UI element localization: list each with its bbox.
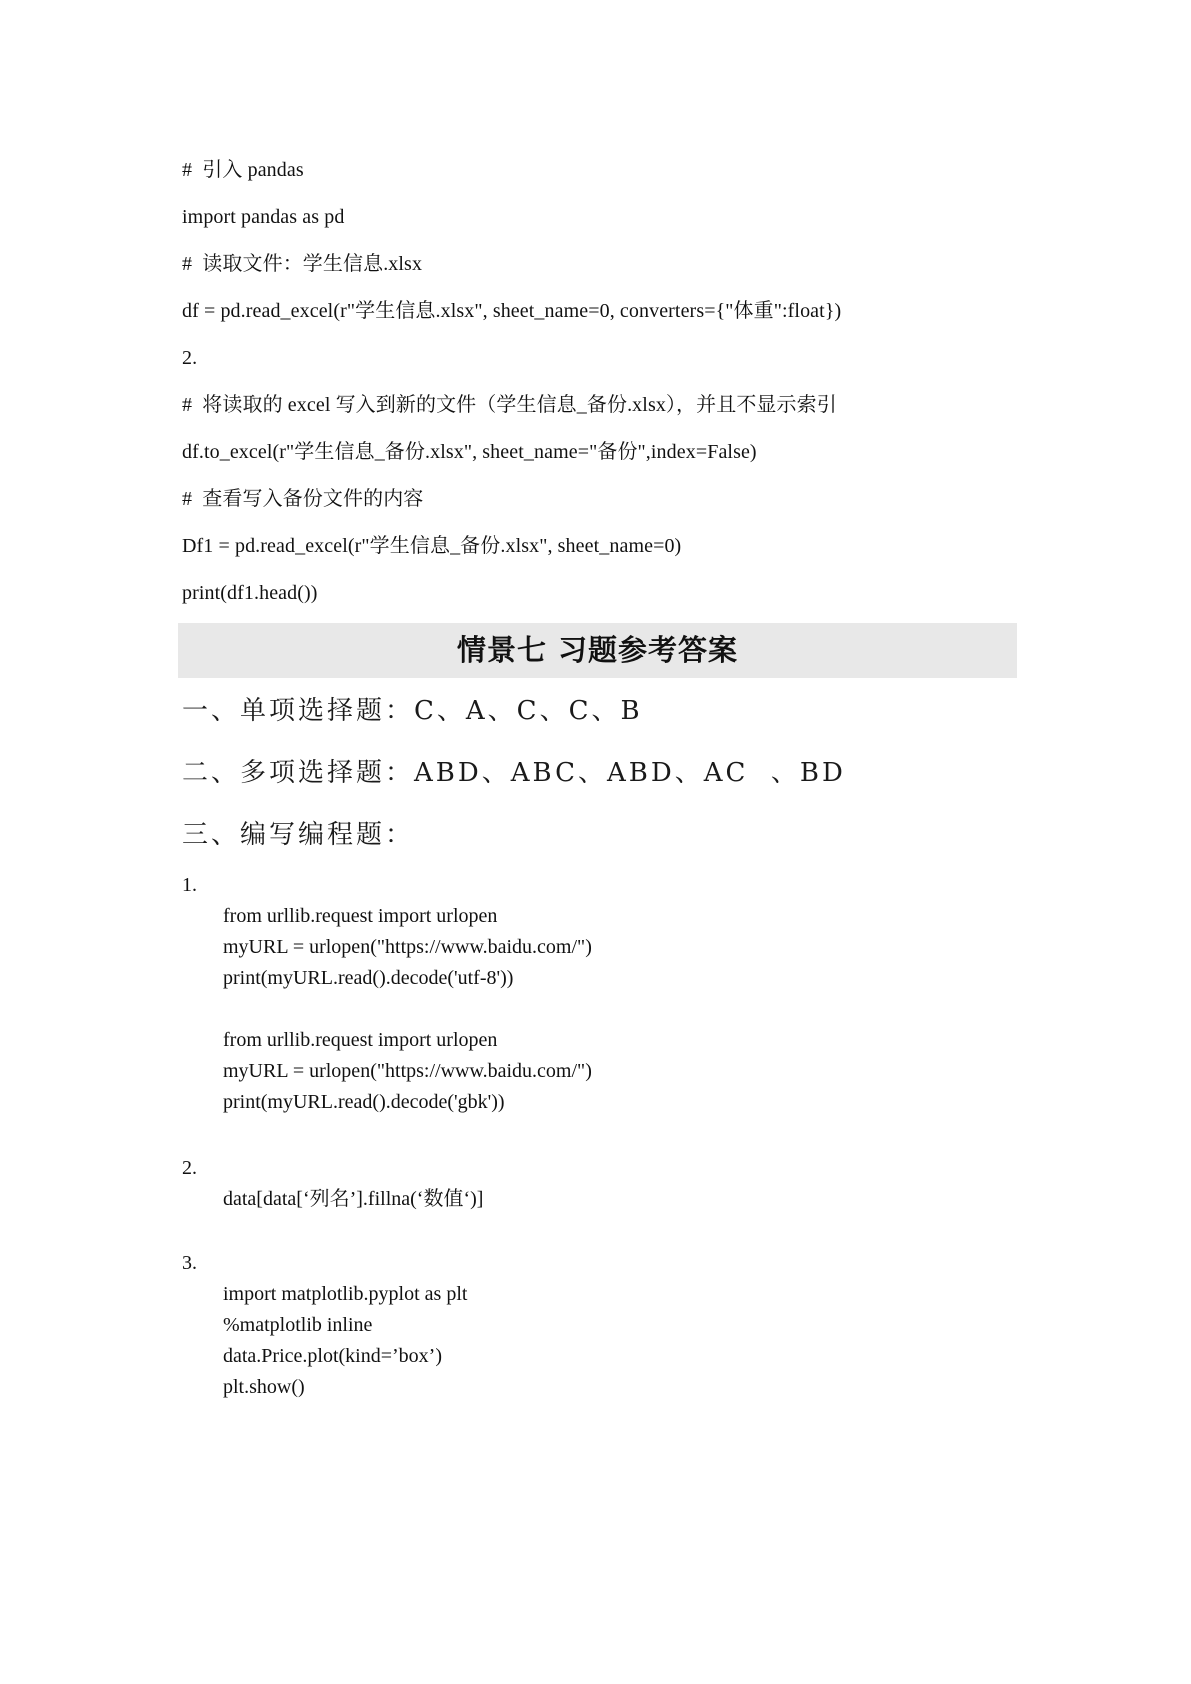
code-to-excel: df.to_excel(r"学生信息_备份.xlsx", sheet_name="备份",index=False): [182, 441, 757, 463]
code-comment-view-backup: # 查看写入备份文件的内容: [182, 488, 424, 510]
code-comment-import-pandas: # 引入 pandas: [182, 159, 304, 181]
q1-code-line: myURL = urlopen("https://www.baidu.com/"): [223, 1060, 592, 1082]
programming-heading: 三、编写编程题：: [182, 820, 415, 850]
q1-code-line: myURL = urlopen("https://www.baidu.com/"): [223, 936, 592, 958]
q3-code-line: import matplotlib.pyplot as plt: [223, 1283, 468, 1305]
code-print-head: print(df1.head()): [182, 582, 318, 604]
question-3-number: 3.: [182, 1252, 197, 1274]
q3-code-line: %matplotlib inline: [223, 1314, 373, 1336]
q1-code-line: from urllib.request import urlopen: [223, 1029, 498, 1051]
code-comment-write-backup: # 将读取的 excel 写入到新的文件（学生信息_备份.xlsx），并且不显示索引: [182, 394, 837, 416]
code-read-backup: Df1 = pd.read_excel(r"学生信息_备份.xlsx", sheet_name=0): [182, 535, 682, 557]
q1-code-line: print(myURL.read().decode('utf-8')): [223, 967, 514, 989]
q1-code-line: print(myURL.read().decode('gbk')): [223, 1091, 505, 1113]
code-import-pandas: import pandas as pd: [182, 206, 345, 228]
section-banner: [178, 623, 1017, 678]
single-choice-answers: 一、单项选择题：C、A、C、C、B: [182, 696, 643, 726]
q1-code-line: from urllib.request import urlopen: [223, 905, 498, 927]
code-comment-read-file: # 读取文件：学生信息.xlsx: [182, 253, 423, 275]
section-title: 情景七 习题参考答案: [456, 633, 739, 667]
multi-choice-answers: 二、多项选择题：ABD、ABC、ABD、AC 、BD: [182, 758, 846, 788]
q2-code-line: data[data[‘列名’].fillna(‘数值‘)]: [223, 1188, 484, 1210]
q3-code-line: plt.show(): [223, 1376, 305, 1398]
q3-code-line: data.Price.plot(kind=’box’): [223, 1345, 442, 1367]
question-1-number: 1.: [182, 874, 197, 896]
code-step-number: 2.: [182, 347, 198, 369]
question-2-number: 2.: [182, 1157, 197, 1179]
code-read-excel: df = pd.read_excel(r"学生信息.xlsx", sheet_name=0, converters={"体重":float}): [182, 300, 842, 322]
